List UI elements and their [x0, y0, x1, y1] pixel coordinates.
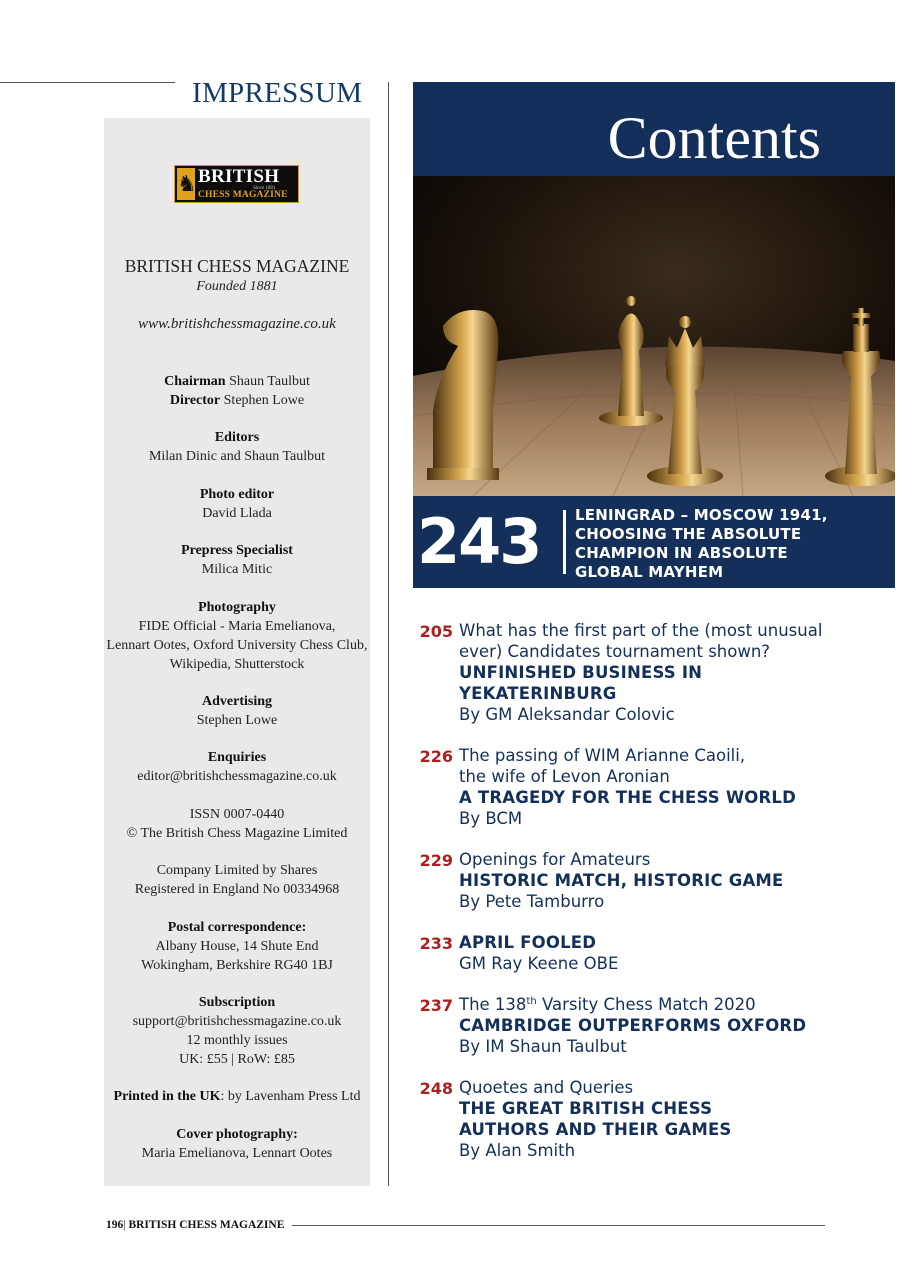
postal-line: Albany House, 14 Shute End: [155, 939, 319, 954]
entry-page-number: 226: [419, 747, 453, 766]
contents-entry[interactable]: [417, 620, 897, 725]
entry-description: The passing of WIM Arianne Caoili,: [459, 746, 746, 765]
bcm-logo: [174, 165, 299, 203]
editors-block: [104, 428, 370, 466]
entry-author: By GM Aleksandar Colovic: [459, 705, 675, 724]
entry-page-number: 248: [419, 1079, 453, 1098]
photography-line: FIDE Official - Maria Emelianova,: [138, 619, 336, 634]
cover-story-title: [575, 506, 828, 582]
cover-story-box[interactable]: [413, 496, 895, 588]
footer-rule: [292, 1225, 825, 1226]
entry-description: What has the first part of the (most unusual: [459, 621, 823, 640]
entry-title: A TRAGEDY FOR THE CHESS WORLD: [459, 788, 796, 807]
entry-description: the wife of Levon Aronian: [459, 767, 670, 786]
printed-value: : by Lavenham Press Ltd: [220, 1089, 361, 1104]
logo-text-chess-magazine: CHESS MAGAZINE: [198, 190, 288, 200]
postal-line: Wokingham, Berkshire RG40 1BJ: [141, 958, 333, 973]
editors-value: Milan Dinic and Shaun Taulbut: [148, 449, 326, 464]
entry-description: [459, 994, 897, 1015]
photography-line: Wikipedia, Shutterstock: [169, 657, 305, 672]
photo-editor-value: David Llada: [202, 506, 272, 521]
entry-title: APRIL FOOLED: [459, 933, 597, 952]
subscription-block: [104, 993, 370, 1069]
entry-title: HISTORIC MATCH, HISTORIC GAME: [459, 871, 784, 890]
entry-author: By Alan Smith: [459, 1141, 576, 1160]
entry-description: Openings for Amateurs: [459, 850, 651, 869]
subscription-email[interactable]: support@britishchessmagazine.co.uk: [132, 1014, 342, 1029]
advertising-label: Advertising: [202, 694, 272, 709]
director-label: Director: [169, 393, 221, 408]
advertising-value: Stephen Lowe: [196, 713, 278, 728]
cover-story-page: 243: [417, 505, 541, 578]
footer-separator: |: [123, 1219, 126, 1231]
entry-description-part: Varsity Chess Match 2020: [536, 995, 756, 1014]
entry-author: By Pete Tamburro: [459, 892, 605, 911]
printed-label: Printed in the UK: [113, 1089, 221, 1104]
chairman-label: Chairman: [164, 374, 226, 389]
company-line: Registered in England No 00334968: [134, 882, 340, 897]
copyright-text: © The British Chess Magazine Limited: [126, 826, 348, 841]
enquiries-email[interactable]: editor@britishchessmagazine.co.uk: [137, 769, 337, 784]
company-line: Company Limited by Shares: [156, 863, 318, 878]
entry-author: By IM Shaun Taulbut: [459, 1037, 627, 1056]
contents-banner: [413, 82, 895, 176]
editors-label: Editors: [214, 430, 260, 445]
postal-block: [104, 918, 370, 975]
contents-entry[interactable]: [417, 1077, 897, 1161]
entry-author: By BCM: [459, 809, 523, 828]
contents-list: [417, 620, 897, 1181]
advertising-block: [104, 692, 370, 730]
issn-text: ISSN 0007-0440: [189, 807, 285, 822]
entry-title: UNFINISHED BUSINESS IN: [459, 663, 703, 682]
contents-entry[interactable]: [417, 849, 897, 912]
photography-block: [104, 598, 370, 674]
cover-story-line: LENINGRAD – MOSCOW 1941,: [575, 506, 828, 524]
publication-block: [104, 255, 370, 296]
prepress-value: Milica Mitic: [201, 562, 273, 577]
cover-photo-block: [104, 1125, 370, 1163]
knight-icon: ♞: [177, 168, 195, 200]
footer-magazine-name: BRITISH CHESS MAGAZINE: [125, 1219, 285, 1231]
entry-page-number: 233: [419, 934, 453, 953]
chairman-value: Shaun Taulbut: [225, 374, 310, 389]
entry-title: THE GREAT BRITISH CHESS: [459, 1099, 713, 1118]
photo-editor-block: [104, 485, 370, 523]
entry-page-number: 205: [419, 622, 453, 641]
subscription-label: Subscription: [198, 995, 276, 1010]
contents-title: Contents: [607, 105, 821, 171]
entry-title: CAMBRIDGE OUTPERFORMS OXFORD: [459, 1016, 807, 1035]
founded-text: Founded 1881: [196, 279, 278, 294]
entry-description-part: The 138: [459, 995, 527, 1014]
entry-description: Quoetes and Queries: [459, 1078, 634, 1097]
prepress-block: [104, 541, 370, 579]
subscription-issues: 12 monthly issues: [186, 1033, 288, 1048]
photo-editor-label: Photo editor: [199, 487, 275, 502]
entry-page-number: 229: [419, 851, 453, 870]
cover-photo-chess-pieces: [413, 176, 895, 496]
entry-title: AUTHORS AND THEIR GAMES: [459, 1120, 732, 1139]
postal-label: Postal correspondence:: [167, 920, 307, 935]
column-divider: [388, 82, 389, 1186]
chairman-director: [104, 372, 370, 410]
entry-description: ever) Candidates tournament shown?: [459, 642, 771, 661]
publication-name: BRITISH CHESS MAGAZINE: [124, 256, 350, 276]
enquiries-block: [104, 748, 370, 786]
contents-entry[interactable]: [417, 932, 897, 974]
contents-entry[interactable]: [417, 745, 897, 829]
entry-page-number: 237: [419, 996, 453, 1015]
cover-photo-value: Maria Emelianova, Lennart Ootes: [141, 1146, 333, 1161]
issn-block: [104, 805, 370, 843]
subscription-price: UK: £55 | RoW: £85: [179, 1052, 295, 1067]
page-footer: [106, 1217, 284, 1233]
cover-story-line: CHOOSING THE ABSOLUTE: [575, 525, 802, 543]
company-block: [104, 861, 370, 899]
impressum-panel: [104, 118, 370, 1186]
logo-text-british: BRITISH: [198, 166, 280, 187]
logo-text-since: Since 1881: [253, 186, 276, 191]
impressum-heading: IMPRESSUM: [192, 77, 363, 109]
prepress-label: Prepress Specialist: [181, 543, 293, 558]
cover-story-divider: [563, 510, 566, 574]
entry-description-sup: th: [526, 996, 537, 1007]
photography-line: Lennart Ootes, Oxford University Chess Club,: [106, 638, 368, 653]
cover-story-line: CHAMPION IN ABSOLUTE: [575, 544, 788, 562]
contents-entry[interactable]: [417, 994, 897, 1057]
enquiries-label: Enquiries: [207, 750, 267, 765]
printed-block: [104, 1087, 370, 1106]
top-rule: [0, 82, 175, 83]
entry-author: GM Ray Keene OBE: [459, 954, 619, 973]
entry-title: YEKATERINBURG: [459, 684, 617, 703]
cover-story-line: GLOBAL MAYHEM: [575, 563, 724, 581]
director-value: Stephen Lowe: [220, 393, 305, 408]
footer-page-number: 196: [106, 1219, 124, 1231]
photography-label: Photography: [198, 600, 276, 615]
website-link[interactable]: www.britishchessmagazine.co.uk: [138, 316, 336, 332]
cover-photo-label: Cover photography:: [176, 1127, 298, 1142]
